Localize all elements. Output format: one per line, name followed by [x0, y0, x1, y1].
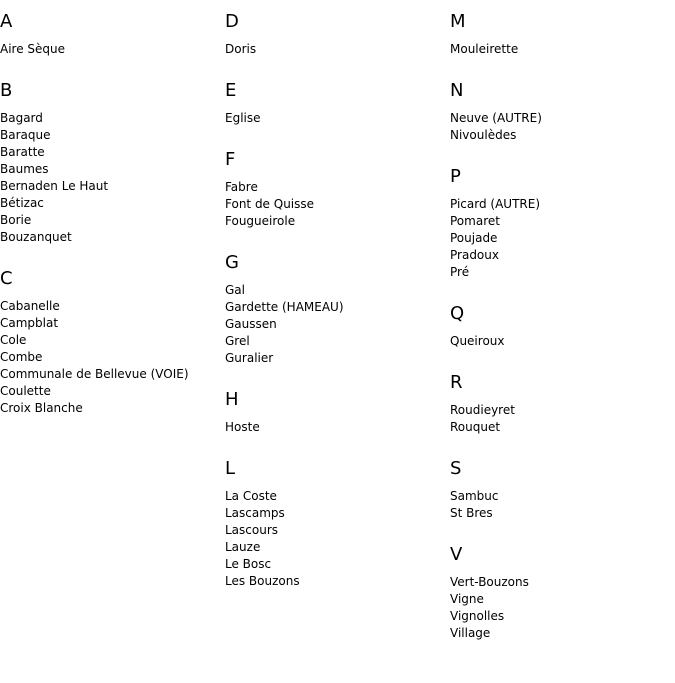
entry-link-croix-blanche[interactable]: Croix Blanche — [0, 401, 83, 415]
letter-heading: P — [450, 166, 461, 187]
letter-heading: E — [225, 80, 237, 101]
entry-list — [225, 110, 450, 127]
letter-group-n — [450, 80, 675, 144]
letter-group-f — [225, 149, 450, 230]
entry-link-rouquet[interactable]: Rouquet — [450, 420, 501, 434]
entry-list — [0, 110, 225, 246]
entry-link-borie[interactable]: Borie — [0, 213, 32, 227]
entry-link-les-bouzons[interactable]: Les Bouzons — [225, 574, 300, 588]
letter-group-m — [450, 11, 675, 58]
entry-link-vigne[interactable]: Vigne — [450, 592, 484, 606]
letter-heading: L — [225, 458, 236, 479]
letter-heading: Q — [450, 303, 465, 324]
index-column-1 — [0, 11, 225, 439]
entry-link-gaussen[interactable]: Gaussen — [225, 317, 277, 331]
letter-heading: A — [0, 11, 13, 32]
entry-link-font-de-quisse[interactable]: Font de Quisse — [225, 197, 315, 211]
entry-link-le-bosc[interactable]: Le Bosc — [225, 557, 272, 571]
entry-link-baraque[interactable]: Baraque — [0, 128, 51, 142]
letter-group-l — [225, 458, 450, 590]
letter-heading: V — [450, 544, 463, 565]
entry-link-vignolles[interactable]: Vignolles — [450, 609, 505, 623]
entry-link-poujade[interactable]: Poujade — [450, 231, 498, 245]
entry-link-la-coste[interactable]: La Coste — [225, 489, 277, 503]
letter-heading: H — [225, 389, 239, 410]
entry-list — [450, 488, 675, 522]
letter-group-d — [225, 11, 450, 58]
entry-link-communale-de-bellevue-voie[interactable]: Communale de Bellevue (VOIE) — [0, 367, 189, 381]
entry-link-pradoux[interactable]: Pradoux — [450, 248, 499, 262]
entry-link-cole[interactable]: Cole — [0, 333, 27, 347]
letter-heading: S — [450, 458, 462, 479]
entry-link-nivouledes[interactable]: Nivoulèdes — [450, 128, 517, 142]
entry-list — [225, 488, 450, 590]
entry-link-hoste[interactable]: Hoste — [225, 420, 260, 434]
entry-link-baumes[interactable]: Baumes — [0, 162, 49, 176]
entry-list — [225, 282, 450, 367]
letter-group-v — [450, 544, 675, 642]
entry-link-neuve-autre[interactable]: Neuve (AUTRE) — [450, 111, 542, 125]
entry-link-mouleirette[interactable]: Mouleirette — [450, 42, 519, 56]
entry-link-aire-seque[interactable]: Aire Sèque — [0, 42, 66, 56]
entry-link-roudieyret[interactable]: Roudieyret — [450, 403, 515, 417]
entry-link-baratte[interactable]: Baratte — [0, 145, 45, 159]
letter-group-h — [225, 389, 450, 436]
entry-link-bouzanquet[interactable]: Bouzanquet — [0, 230, 72, 244]
entry-link-betizac[interactable]: Bétizac — [0, 196, 44, 210]
entry-link-lascours[interactable]: Lascours — [225, 523, 279, 537]
entry-list — [225, 179, 450, 230]
entry-link-eglise[interactable]: Eglise — [225, 111, 261, 125]
entry-link-st-bres[interactable]: St Bres — [450, 506, 493, 520]
letter-group-q — [450, 303, 675, 350]
letter-group-c — [0, 268, 225, 417]
entry-link-fougueirole[interactable]: Fougueirole — [225, 214, 296, 228]
entry-link-doris[interactable]: Doris — [225, 42, 257, 56]
entry-list — [450, 333, 675, 350]
letter-heading: B — [0, 80, 13, 101]
entry-link-vert-bouzons[interactable]: Vert-Bouzons — [450, 575, 529, 589]
entry-link-pre[interactable]: Pré — [450, 265, 470, 279]
entry-list — [225, 41, 450, 58]
letter-heading: R — [450, 372, 463, 393]
letter-heading: D — [225, 11, 239, 32]
entry-link-gal[interactable]: Gal — [225, 283, 245, 297]
entry-link-fabre[interactable]: Fabre — [225, 180, 258, 194]
entry-link-guralier[interactable]: Guralier — [225, 351, 274, 365]
entry-link-pomaret[interactable]: Pomaret — [450, 214, 500, 228]
letter-group-a — [0, 11, 225, 58]
entry-list — [450, 41, 675, 58]
entry-link-grel[interactable]: Grel — [225, 334, 250, 348]
entry-link-gardette-hameau[interactable]: Gardette (HAMEAU) — [225, 300, 344, 314]
letter-heading: G — [225, 252, 239, 273]
entry-link-queiroux[interactable]: Queiroux — [450, 334, 505, 348]
entry-link-sambuc[interactable]: Sambuc — [450, 489, 499, 503]
entry-link-lascamps[interactable]: Lascamps — [225, 506, 285, 520]
letter-heading: N — [450, 80, 464, 101]
entry-link-combe[interactable]: Combe — [0, 350, 43, 364]
letter-group-e — [225, 80, 450, 127]
index-column-2 — [225, 11, 450, 612]
entry-link-lauze[interactable]: Lauze — [225, 540, 261, 554]
entry-link-bagard[interactable]: Bagard — [0, 111, 43, 125]
letter-heading: C — [0, 268, 13, 289]
letter-heading: M — [450, 11, 466, 32]
letter-heading: F — [225, 149, 236, 170]
letter-group-b — [0, 80, 225, 246]
entry-link-cabanelle[interactable]: Cabanelle — [0, 299, 60, 313]
entry-list — [225, 419, 450, 436]
entry-link-bernaden-le-haut[interactable]: Bernaden Le Haut — [0, 179, 109, 193]
entry-list — [450, 196, 675, 281]
entry-list — [0, 41, 225, 58]
letter-group-r — [450, 372, 675, 436]
entry-list — [0, 298, 225, 417]
entry-link-village[interactable]: Village — [450, 626, 491, 640]
entry-link-campblat[interactable]: Campblat — [0, 316, 59, 330]
letter-group-g — [225, 252, 450, 367]
entry-list — [450, 574, 675, 642]
letter-group-s — [450, 458, 675, 522]
entry-list — [450, 110, 675, 144]
entry-list — [450, 402, 675, 436]
entry-link-coulette[interactable]: Coulette — [0, 384, 51, 398]
index-column-3 — [450, 11, 675, 664]
entry-link-picard-autre[interactable]: Picard (AUTRE) — [450, 197, 541, 211]
letter-group-p — [450, 166, 675, 281]
